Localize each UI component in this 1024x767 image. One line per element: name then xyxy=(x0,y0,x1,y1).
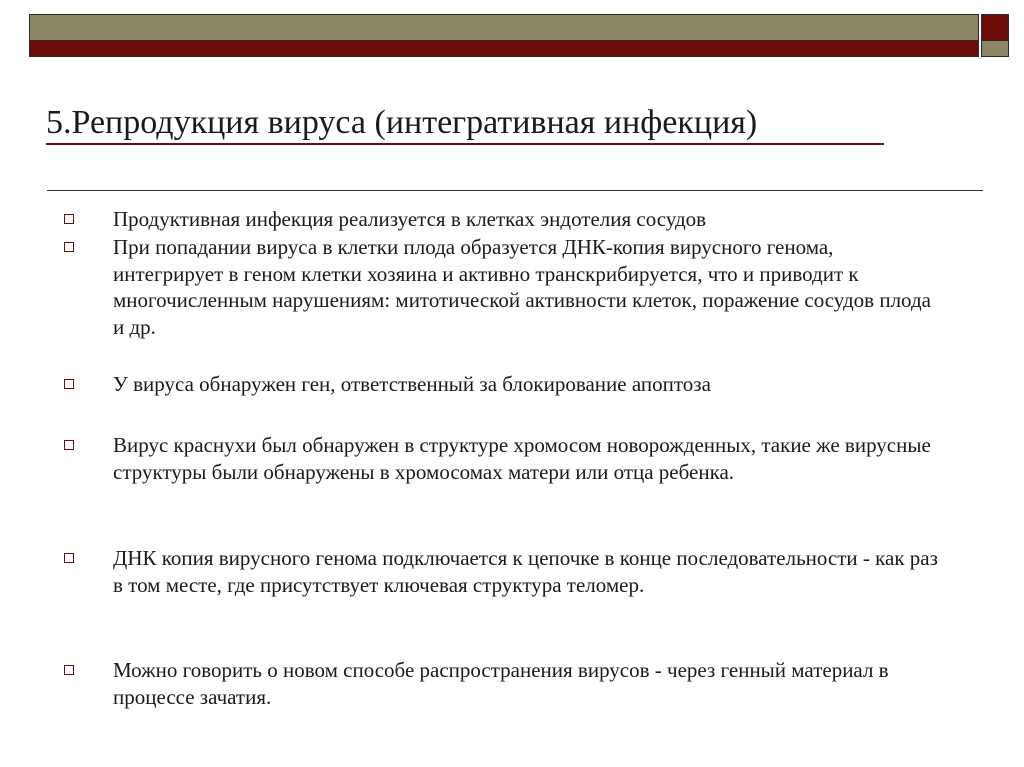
bullet-text: Вирус краснухи был обнаружен в структуре хромосом новорожденных, такие же вирусные структуры были обнаружены в хромосомах матери или отца ребенка. xyxy=(113,433,931,484)
hollow-square-icon xyxy=(64,553,74,563)
bullet-text: При попадании вируса в клетки плода образуется ДНК-копия вирусного генома, интегрирует в геном клетки хозяина и активно транскрибируется, что и приводит к многочисленным нарушениям: митотической активности клеток, поражение сосудов плода и др. xyxy=(113,235,931,339)
hollow-square-icon xyxy=(64,214,74,224)
bullet-item xyxy=(64,545,964,598)
bullet-item xyxy=(64,657,964,710)
hollow-square-icon xyxy=(64,665,74,675)
hollow-square-icon xyxy=(64,440,74,450)
slide-title: 5.Репродукция вируса (интегративная инфекция) xyxy=(46,104,758,141)
bullet-text: ДНК копия вирусного генома подключается к цепочке в конце последовательности - как раз в том месте, где присутствует ключевая структура теломер. xyxy=(113,546,938,597)
bullet-item xyxy=(64,234,964,340)
hollow-square-icon xyxy=(64,379,74,389)
bullet-text: Продуктивная инфекция реализуется в клетках эндотелия сосудов xyxy=(113,207,707,231)
bullet-item xyxy=(64,371,964,398)
bullet-item xyxy=(64,206,964,233)
bullet-text: Можно говорить о новом способе распространения вирусов - через генный материал в процессе зачатия. xyxy=(113,658,889,709)
bullet-text: У вируса обнаружен ген, ответственный за блокирование апоптоза xyxy=(113,372,711,396)
bullet-item xyxy=(64,432,964,485)
hollow-square-icon xyxy=(64,242,74,252)
